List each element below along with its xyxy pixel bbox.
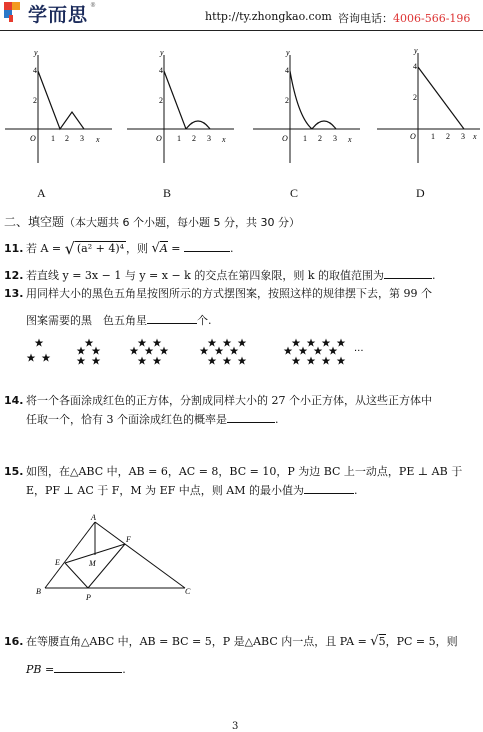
header-phone: [338, 10, 470, 26]
answer-blank[interactable]: [184, 241, 230, 252]
origin-label: O: [410, 132, 416, 141]
graph-option-a: [0, 45, 118, 170]
question-14: [4, 392, 432, 408]
question-13: [4, 285, 432, 301]
question-15-line2: [26, 482, 358, 498]
answer-blank[interactable]: [304, 483, 354, 494]
tick-y-4: 4: [33, 66, 37, 75]
triangle-figure: [30, 510, 200, 605]
q16-line1-end: ，PC = 5，则: [385, 635, 458, 648]
question-15: [4, 463, 462, 479]
option-label-c: C: [290, 186, 299, 200]
graph-option-d: [372, 45, 483, 170]
q11-radicand: (a² + 4)⁴: [76, 242, 125, 255]
origin-label: O: [30, 134, 36, 143]
answer-blank[interactable]: [227, 412, 275, 423]
question-11: [4, 239, 234, 258]
question-number: 13.: [4, 287, 24, 300]
question-12: [4, 267, 435, 283]
q11-pre: 若 A =: [26, 242, 65, 255]
star-pattern-1: [27, 339, 51, 362]
question-number: 15.: [4, 465, 24, 478]
radical-sign-icon: √: [64, 239, 75, 258]
logo-icon: [2, 1, 22, 23]
tick-x-1: 1: [303, 134, 307, 143]
trademark-mark: ®: [90, 2, 96, 9]
phone-number: 4006-566-196: [393, 12, 471, 25]
page-header: [0, 0, 483, 30]
graph-option-c: [248, 45, 366, 170]
section-note: （本大题共 6 个小题，每小题 5 分，共 30 分）: [64, 216, 300, 229]
q16-end: .: [122, 663, 126, 676]
y-axis-label: y: [34, 48, 38, 57]
point-p-label: P: [86, 593, 91, 602]
graph-option-b: [122, 45, 240, 170]
q14-end: .: [275, 413, 279, 426]
q13-line2a: 图案需要的黑 色五角星: [26, 314, 147, 327]
tick-x-3: 3: [207, 134, 211, 143]
q11-post: =: [167, 242, 181, 255]
page-number: 3: [232, 721, 239, 732]
y-axis-label: y: [286, 48, 290, 57]
brand-name: 学而思: [28, 4, 89, 26]
q15-line2: E，PF ⊥ AC 于 F，M 为 EF 中点，则 AM 的最小值为: [26, 484, 305, 497]
q11-end: .: [230, 242, 234, 255]
vertex-c-label: C: [185, 587, 191, 596]
section-title: 二、填空题: [4, 215, 65, 229]
option-label-a: A: [37, 186, 46, 200]
star-pattern-4: [200, 339, 247, 365]
question-13-line2: [26, 312, 212, 328]
question-number: 14.: [4, 394, 24, 407]
tick-y-4: 4: [159, 66, 163, 75]
origin-label: O: [282, 134, 288, 143]
q16-line2: PB =: [26, 663, 55, 676]
star-pattern-3: [130, 339, 169, 365]
sqrt-icon: √: [370, 634, 379, 649]
tick-x-2: 2: [192, 134, 196, 143]
star-pattern-5: [284, 339, 346, 365]
tick-x-3: 3: [333, 134, 337, 143]
tick-x-2: 2: [446, 132, 450, 141]
tick-y-2: 2: [413, 93, 417, 102]
q12-text: 若直线 y = 3x − 1 与 y = x − k 的交点在第四象限，则 k 的取值范围为: [26, 269, 384, 282]
tick-y-2: 2: [285, 96, 289, 105]
x-axis-label: x: [222, 135, 226, 144]
q15-line1: 如图，在△ABC 中，AB = 6，AC = 8，BC = 10，P 为边 BC 上一动点，PE ⊥ AB 于: [26, 465, 463, 478]
tick-x-3: 3: [80, 134, 84, 143]
q16-sqrt5: 5: [378, 635, 386, 648]
point-m-label: M: [89, 559, 96, 568]
tick-x-3: 3: [461, 132, 465, 141]
x-axis-label: x: [96, 135, 100, 144]
x-axis-label: x: [473, 132, 477, 141]
tick-x-1: 1: [177, 134, 181, 143]
phone-label: 咨询电话：: [338, 12, 393, 25]
question-16: [4, 633, 458, 649]
q12-end: .: [431, 269, 436, 282]
origin-label: O: [156, 134, 162, 143]
option-label-b: B: [163, 186, 172, 200]
tick-y-2: 2: [33, 96, 37, 105]
answer-blank[interactable]: [384, 268, 432, 279]
header-url[interactable]: http://ty.zhongkao.com: [205, 10, 332, 23]
question-number: 12.: [4, 269, 24, 282]
point-e-label: E: [55, 558, 60, 567]
tick-y-2: 2: [159, 96, 163, 105]
x-axis-label: x: [348, 135, 352, 144]
q14-line1: 将一个各面涂成红色的正方体，分割成同样大小的 27 个小正方体，从这些正方体中: [26, 394, 432, 407]
tick-x-1: 1: [51, 134, 55, 143]
q15-end: .: [354, 484, 358, 497]
q13-line1: 用同样大小的黑色五角星按图所示的方式摆图案，按照这样的规律摆下去，第 99 个: [26, 287, 432, 300]
vertex-a-label: A: [91, 513, 96, 522]
header-divider: [0, 30, 483, 31]
tick-x-2: 2: [65, 134, 69, 143]
q11-mid: ，则: [126, 242, 152, 255]
tick-x-1: 1: [431, 132, 435, 141]
y-axis-label: y: [414, 46, 418, 55]
question-14-line2: [26, 411, 279, 427]
q14-line2: 任取一个，恰有 3 个面涂成红色的概率是: [26, 413, 227, 426]
pattern-ellipsis: ···: [354, 346, 364, 357]
tick-y-4: 4: [413, 62, 417, 71]
question-16-line2: [26, 662, 126, 676]
section-heading: [4, 213, 300, 230]
q16-line1: 在等腰直角△ABC 中，AB = BC = 5，P 是△ABC 内一点，且 PA =: [26, 635, 371, 648]
question-number: 16.: [4, 635, 24, 648]
question-number: 11.: [4, 242, 24, 255]
answer-blank[interactable]: [147, 313, 197, 324]
star-pattern-figure: [0, 333, 483, 373]
answer-blank[interactable]: [54, 662, 122, 673]
point-f-label: F: [126, 535, 131, 544]
vertex-b-label: B: [36, 587, 41, 596]
q11-sqrt-a: A: [159, 242, 168, 255]
tick-x-2: 2: [318, 134, 322, 143]
option-label-d: D: [416, 186, 425, 200]
star-pattern-2: [77, 339, 101, 365]
sqrt-icon: √: [151, 241, 160, 256]
q13-line2b: 个.: [197, 314, 212, 327]
y-axis-label: y: [160, 48, 164, 57]
tick-y-4: 4: [285, 66, 289, 75]
